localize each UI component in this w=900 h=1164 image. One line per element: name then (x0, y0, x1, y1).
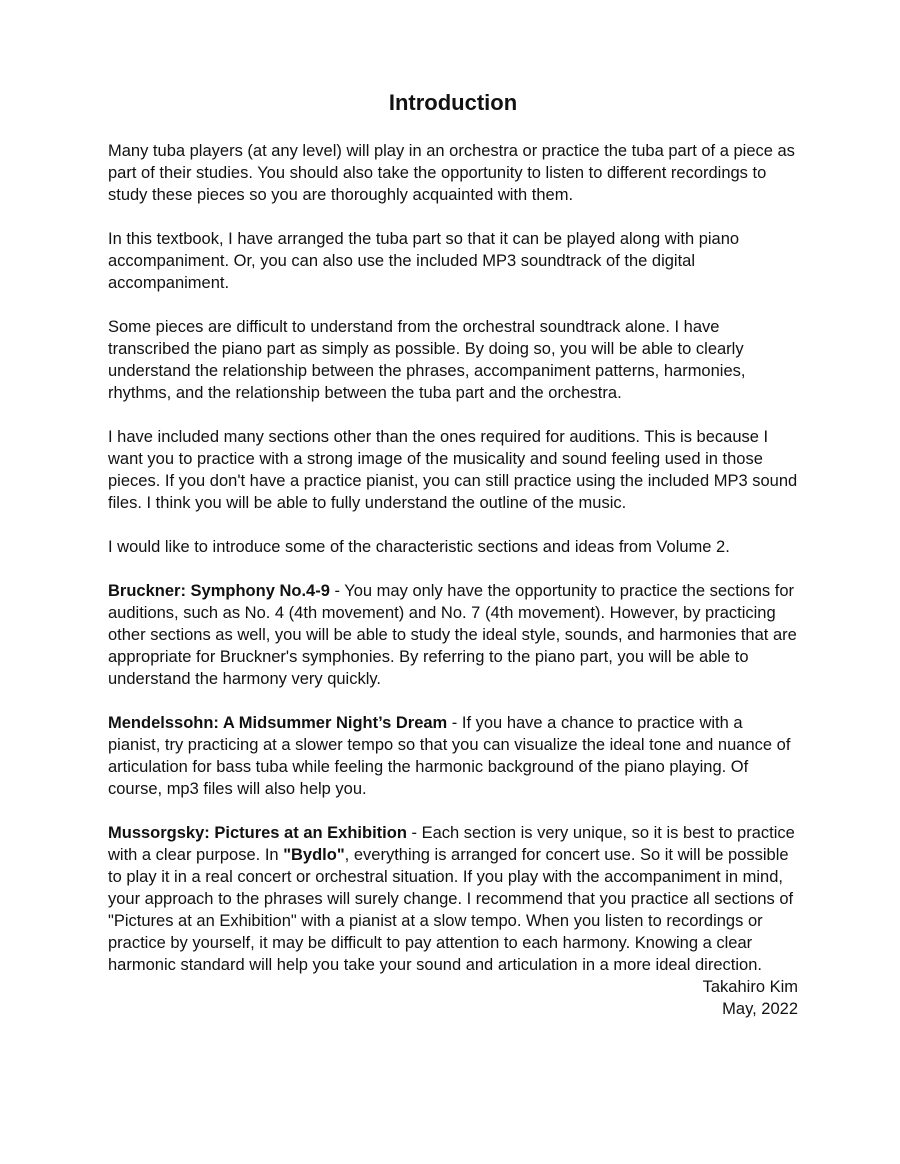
page-title: Introduction (388, 90, 518, 115)
signature-date: May, 2022 (722, 1000, 798, 1018)
section-mendelssohn-text: - If you have a chance to practice with a pianist, try practicing at a slower tempo so that you can visualize the ideal tone and nuance of articulation for bass tuba while feeling the harmonic background of the piano playing. Of course, mp3 files will also help you. (108, 714, 791, 798)
paragraph-piano-transcription: Some pieces are difficult to understand from the orchestral soundtrack alone. I have transcribed the piano part as simply as possible. By doing so, you will be able to clearly understand the relationship between the phrases, accompaniment patterns, harmonies, rhythms, and the relationship between the tuba part and the orchestra. (108, 318, 746, 402)
section-mussorgsky-text-a: - Each section is very unique, so it is best to practice with a clear purpose. In (108, 824, 795, 864)
section-mendelssohn (108, 712, 798, 800)
paragraph-volume-intro: I would like to introduce some of the characteristic sections and ideas from Volume 2. (108, 538, 730, 556)
paragraph-orchestra-practice: Many tuba players (at any level) will play in an orchestra or practice the tuba part of a piece as part of their studies. You should also take the opportunity to listen to different recordings to study these pieces so you are thoroughly acquainted with them. (108, 142, 795, 204)
paragraph-textbook-arrangement: In this textbook, I have arranged the tuba part so that it can be played along with piano accompaniment. Or, you can also use the included MP3 soundtrack of the digital accompaniment. (108, 230, 740, 292)
signature-block (108, 976, 798, 1020)
section-mussorgsky-heading: Mussorgsky: Pictures at an Exhibition (108, 824, 407, 842)
signature-author: Takahiro Kim (702, 978, 798, 996)
section-mussorgsky-bydlo: "Bydlo" (283, 846, 345, 864)
section-mussorgsky (108, 822, 798, 976)
section-mussorgsky-text-b: , everything is arranged for concert use. So it will be possible to play it in a real concert or orchestral situation. If you play with the accompaniment in mind, your approach to the phrases will surely change. I recommend that you practice all sections of "Pictures at an Exhibition" with a pianist at a slow tempo. When you listen to recordings or practice by yourself, it may be difficult to pay attention to each harmony. Knowing a clear harmonic standard will help you take your sound and articulation in a more ideal direction. (108, 846, 794, 974)
section-bruckner-heading: Bruckner: Symphony No.4-9 (108, 582, 330, 600)
section-bruckner (108, 580, 798, 690)
section-mendelssohn-heading: Mendelssohn: A Midsummer Night’s Dream (108, 714, 448, 732)
section-bruckner-text: - You may only have the opportunity to practice the sections for auditions, such as No. 4 (4th movement) and No. 7 (4th movement). However, by practicing other sections as well, you will be able to study the ideal style, sounds, and harmonies that are appropriate for Bruckner's symphonies. By referring to the piano part, you will be able to understand the harmony very quickly. (108, 582, 797, 688)
paragraph-extra-sections: I have included many sections other than the ones required for auditions. This is because I want you to practice with a strong image of the musicality and sound feeling used in those pieces. If you don't have a practice pianist, you can still practice using the included MP3 sound files. I think you will be able to fully understand the outline of the music. (108, 428, 798, 512)
document-page (108, 86, 798, 1020)
